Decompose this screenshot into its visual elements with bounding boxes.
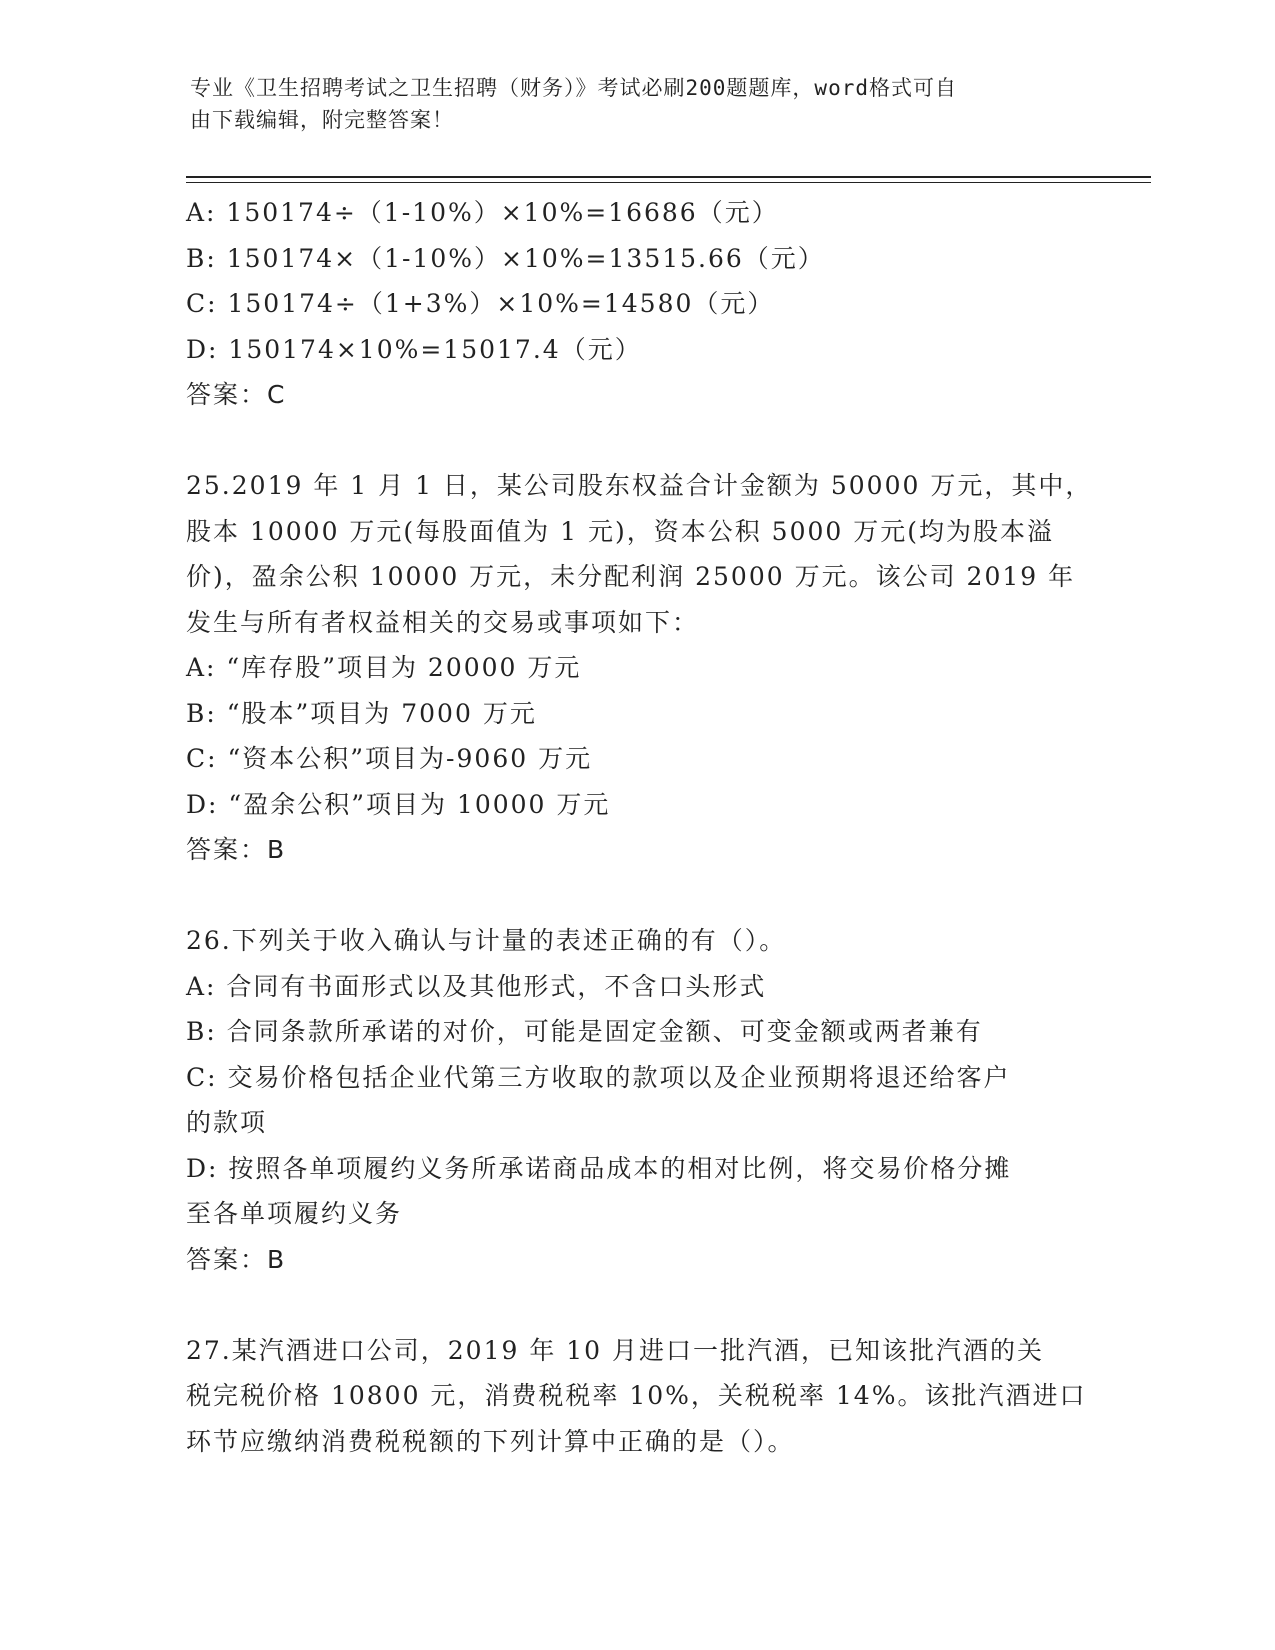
question-25 <box>186 463 1093 873</box>
option-c-continued: 的款项 <box>186 1108 268 1137</box>
answer: 答案：B <box>186 1244 287 1274</box>
document-body <box>186 190 1093 1464</box>
spacer <box>186 873 1086 919</box>
header-line: 专业《卫生招聘考试之卫生招聘（财务）》考试必刷200题题库，word格式可自 <box>190 76 957 100</box>
option-d-continued: 至各单项履约义务 <box>186 1199 403 1228</box>
option-d: D: 150174×10%=15017.4（元） <box>186 334 642 364</box>
spacer <box>186 1282 1086 1328</box>
question-stem-line: 环节应缴纳消费税税额的下列计算中正确的是（）。 <box>186 1426 795 1456</box>
question-stem-line: 25.2019 年 1 月 1 日，某公司股东权益合计金额为 50000 万元，其中， <box>186 471 1093 500</box>
option-b: B: 150174×（1-10%）×10%=13515.66（元） <box>186 243 825 273</box>
question-26 <box>186 918 1086 1282</box>
option-b: B: “股本”项目为 7000 万元 <box>186 698 537 728</box>
question-stem-line: 27.某汽酒进口公司，2019 年 10 月进口一批汽酒，已知该批汽酒的关 <box>186 1335 1045 1365</box>
option-c: C: “资本公积”项目为-9060 万元 <box>186 744 593 773</box>
option-c: C: 150174÷（1+3%）×10%=14580（元） <box>186 289 775 318</box>
question-stem-line: 26.下列关于收入确认与计量的表述正确的有（）。 <box>186 926 787 955</box>
option-a: A: 150174÷（1-10%）×10%=16686（元） <box>186 198 779 227</box>
question-24 <box>186 190 1086 418</box>
question-27 <box>186 1328 1086 1465</box>
header-line: 由下载编辑，附完整答案！ <box>190 108 454 132</box>
option-a: A: “库存股”项目为 20000 万元 <box>186 653 582 682</box>
option-b: B: 合同条款所承诺的对价，可能是固定金额、可变金额或两者兼有 <box>186 1017 983 1046</box>
question-stem-line: 价)，盈余公积 10000 万元，未分配利润 25000 万元。该公司 2019 年 <box>186 562 1076 591</box>
option-d: D: “盈余公积”项目为 10000 万元 <box>186 789 611 819</box>
answer: 答案：B <box>186 835 287 864</box>
option-d: D: 按照各单项履约义务所承诺商品成本的相对比例，将交易价格分摊 <box>186 1153 1012 1183</box>
option-c: C: 交易价格包括企业代第三方收取的款项以及企业预期将退还给客户 <box>186 1062 1011 1092</box>
header-divider-thin <box>186 182 1151 183</box>
question-stem-line: 发生与所有者权益相关的交易或事项如下： <box>186 607 700 637</box>
question-stem-line: 股本 10000 万元(每股面值为 1 元)，资本公积 5000 万元(均为股本溢 <box>186 516 1055 546</box>
spacer <box>186 418 1086 464</box>
document-header <box>190 72 1070 136</box>
option-a: A: 合同有书面形式以及其他形式，不含口头形式 <box>186 971 767 1001</box>
question-stem-line: 税完税价格 10800 元，消费税税率 10%，关税税率 14%。该批汽酒进口 <box>186 1381 1087 1410</box>
answer: 答案：C <box>186 380 287 409</box>
header-divider <box>186 176 1151 178</box>
